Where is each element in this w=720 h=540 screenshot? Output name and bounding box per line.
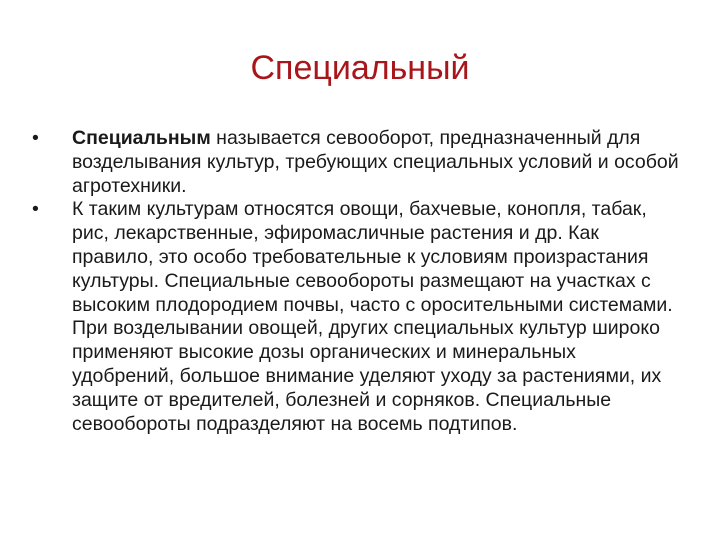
bullet-icon: • xyxy=(32,198,39,221)
bullet-list xyxy=(32,127,680,436)
bullet-lead-term: Специальным xyxy=(72,127,211,149)
bullet-text: К таким культурам относятся овощи, бахчевые, конопля, табак, рис, лекарственные, эфиромасличные растения и др. Как правило, это особо требовательные к условиям произрастания культуры. Специальные севообороты размещают на участках с высоким плодородием почвы, часто с оросительными системами. При возделывании овощей, других специальных культур широко применяют высокие дозы органических и минеральных удобрений, большое внимание уделяют уходу за растениями, их защите от вредителей, болезней и сорняков. Специальные севообороты подразделяют на восемь подтипов. xyxy=(72,198,673,435)
bullet-item-definition xyxy=(32,127,680,198)
bullet-text: называется севооборот, предназначенный для возделывания культур, требующих специальных условий и особой агротехники. xyxy=(72,127,679,197)
bullet-icon: • xyxy=(32,127,39,149)
bullet-item-crops xyxy=(32,198,680,436)
slide-title: Специальный xyxy=(250,49,470,87)
